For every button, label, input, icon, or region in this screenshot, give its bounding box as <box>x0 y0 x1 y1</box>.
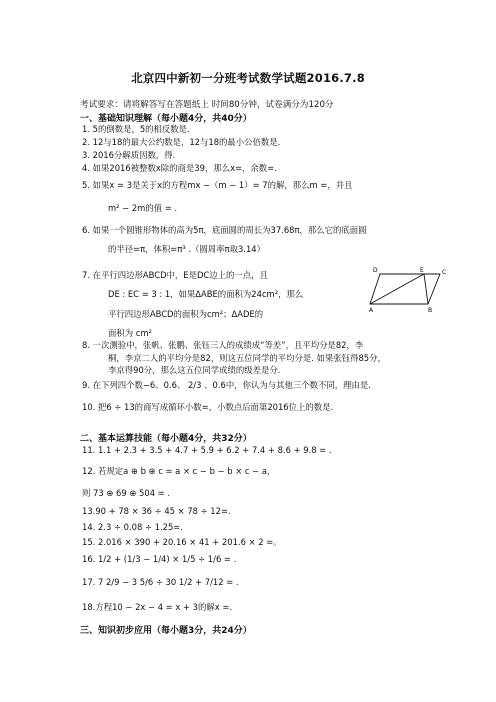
question-7-line-1: 7. 在平行四边形ABCD中，E是DC边上的一点，且 <box>82 270 268 280</box>
label-d: D <box>373 267 378 274</box>
question-12-line-1: 12. 若规定a ⊕ b ⊕ c = a × c − b − b × c − a， <box>82 466 276 476</box>
question-14: 14. 2.3 ÷ 0.08 ÷ 1.25=. <box>82 522 183 532</box>
label-a: A <box>369 307 374 314</box>
question-8-line-1: 8. 一次测验中，张帆、张鹏、张钰三人的成绩成“等差”，且平均分是82，李 <box>82 340 364 350</box>
question-10: 10. 把6 ÷ 13的商写成循环小数=，小数点后面第2016位上的数是. <box>82 402 334 412</box>
question-5-line-2: m² − 2m的值 = . <box>108 203 178 213</box>
question-17: 17. 7 2/9 − 3 5/6 ÷ 30 1/2 + 7/12 = . <box>82 577 239 587</box>
question-9: 9. 在下列四个数−6、0.6、 2/3 、0.6中，你认为与其他三个数不同，理由是. <box>82 380 371 390</box>
parallelogram-abcd <box>370 274 440 304</box>
question-2: 2. 12与18的最大公约数是，12与18的最小公倍数是. <box>82 137 281 147</box>
label-e: E <box>420 267 424 274</box>
question-18: 18.方程10 − 2x − 4 = x + 3的解x =. <box>82 602 233 612</box>
question-15: 15. 2.016 × 390 + 20.16 × 41 + 201.6 × 2 =。 <box>82 537 282 547</box>
segment-eb <box>424 274 428 304</box>
question-5-line-1: 5. 如果x = 3是关于x的方程mx −（m − 1）= 7的解，那么m =，并且 <box>82 180 353 190</box>
question-4: 4. 如果2016被整数x除的商是39，那么x=，余数=. <box>82 163 277 173</box>
question-11: 11. 1.1 + 2.3 + 3.5 + 4.7 + 5.9 + 6.2 + 7.4 + 8.6 + 9.8 = . <box>82 445 332 455</box>
section-2-heading: 二、基本运算技能（每小题4分，共32分） <box>80 434 252 444</box>
label-c: C <box>442 269 447 276</box>
parallelogram-figure <box>370 266 448 314</box>
question-7-line-3: 平行四边形ABCD的面积为cm²；ΔADE的 <box>108 309 264 319</box>
section-1-heading: 一、基础知识理解（每小题4分，共40分） <box>80 114 252 124</box>
question-8-line-3: 李京得90分，那么这五位同学成绩的级差是分. <box>108 365 281 375</box>
question-6-line-1: 6. 如果一个圆锥形物体的高为5π，底面圆的周长为37.68π，那么它的底面圆 <box>82 225 367 235</box>
exam-requirements: 考试要求：请将解答写在答题纸上 时间80分钟，试卷满分为120分 <box>80 100 334 110</box>
question-12-line-2: 则 73 ⊕ 69 ⊕ 504 = . <box>82 488 171 498</box>
question-13: 13.90 + 78 × 36 ÷ 45 × 78 ÷ 12=. <box>82 506 231 516</box>
section-3-heading: 三、知识初步应用（每小题3分，共24分） <box>80 626 252 636</box>
question-8-line-2: 桐，李京二人的平均分是82，则这五位同学的平均分是. 如果张钰得85分， <box>108 353 386 363</box>
label-b: B <box>428 307 433 314</box>
page-title: 北京四中新初一分班考试数学试题2016.7.8 <box>131 71 365 85</box>
question-1: 1. 5的倒数是，5的相反数是. <box>82 124 190 134</box>
question-6-line-2: 的半径=π，体积=π³ .（圆周率π取3.14） <box>108 244 265 254</box>
question-3: 3. 2016分解质因数，得. <box>82 150 176 160</box>
question-7-line-2: DE : EC = 3 : 1，如果ΔABE的面积为24cm²，那么 <box>108 289 304 299</box>
question-16: 16. 1/2 + (1/3 − 1/4) × 1/5 ÷ 1/6 = . <box>82 554 237 564</box>
question-7-line-4: 面积为 cm² <box>108 328 152 338</box>
